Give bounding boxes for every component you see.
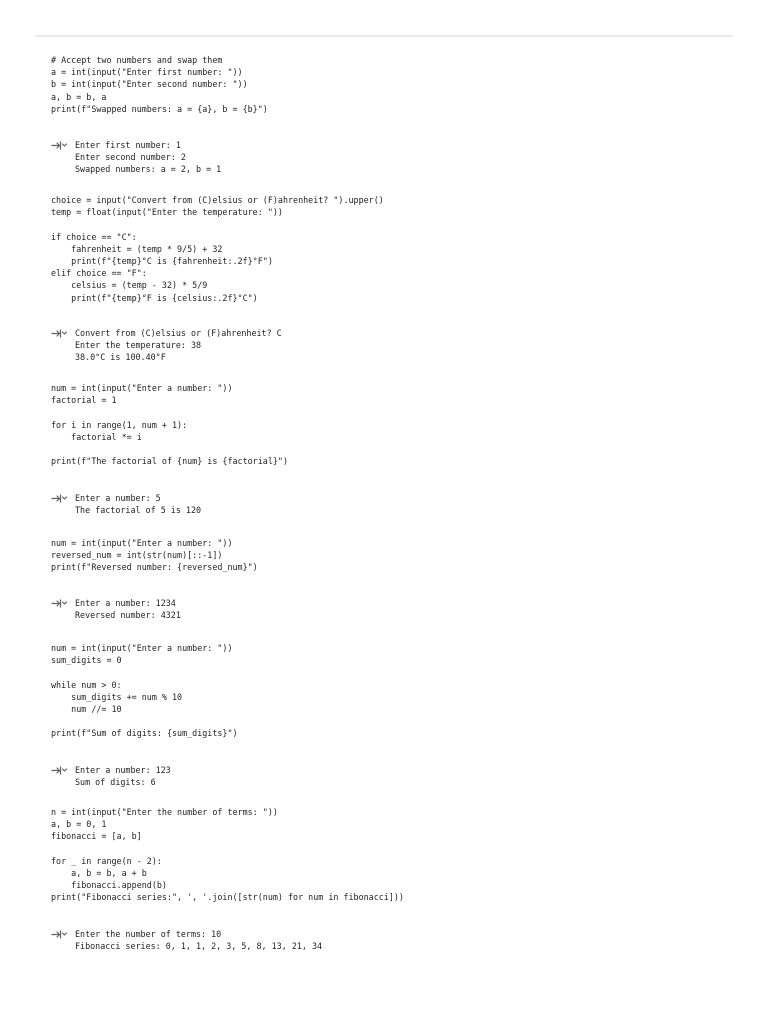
code-cell-reverse[interactable]: num = int(input("Enter a number: ")) reversed_num = int(str(num)[::-1]) print(f"Reversed number: {reversed_num}") <box>51 538 258 573</box>
output-toggle-icon[interactable] <box>51 493 68 503</box>
output-text-swap: Enter first number: 1 Enter second number: 2 Swapped numbers: a = 2, b = 1 <box>75 140 222 175</box>
code-cell-temperature[interactable]: choice = input("Convert from (C)elsius or (F)ahrenheit? ").upper() temp = float(input("Enter the temperature: ")) if choice == "C": fahrenheit = (temp * 9/5) + 32 print(f"{temp}°C is {fahrenheit:.2f}°F") elif choice == "F": celsius = (temp - 32) * 5/9 print(f"{temp}°F is {celsius:.2f}°C") <box>51 195 384 303</box>
output-text-temperature: Convert from (C)elsius or (F)ahrenheit? C Enter the temperature: 38 38.0°C is 100.40°F <box>75 328 282 363</box>
output-toggle-icon[interactable] <box>51 929 68 939</box>
output-text-reverse: Enter a number: 1234 Reversed number: 4321 <box>75 598 181 621</box>
code-cell-factorial[interactable]: num = int(input("Enter a number: ")) factorial = 1 for i in range(1, num + 1): factorial *= i print(f"The factorial of {num} is {factorial}") <box>51 383 288 467</box>
output-text-fibonacci: Enter the number of terms: 10 Fibonacci series: 0, 1, 1, 2, 3, 5, 8, 13, 21, 34 <box>75 929 323 952</box>
output-text-factorial: Enter a number: 5 The factorial of 5 is 120 <box>75 493 202 516</box>
output-toggle-icon[interactable] <box>51 765 68 775</box>
code-cell-sum-digits[interactable]: num = int(input("Enter a number: ")) sum_digits = 0 while num > 0: sum_digits += num % 10 num //= 10 print(f"Sum of digits: {sum_digits}") <box>51 643 238 739</box>
output-toggle-icon[interactable] <box>51 140 68 150</box>
output-toggle-icon[interactable] <box>51 328 68 338</box>
output-text-sum-digits: Enter a number: 123 Sum of digits: 6 <box>75 765 171 788</box>
top-divider <box>35 35 733 37</box>
code-cell-fibonacci[interactable]: n = int(input("Enter the number of terms: ")) a, b = 0, 1 fibonacci = [a, b] for _ in range(n - 2): a, b = b, a + b fibonacci.append(b) print("Fibonacci series:", ', '.join([str(num) for num in fibonacci])) <box>51 807 404 903</box>
code-cell-swap[interactable]: # Accept two numbers and swap them a = int(input("Enter first number: ")) b = int(input("Enter second number: ")) a, b = b, a print(f"Swapped numbers: a = {a}, b = {b}") <box>51 55 268 114</box>
output-toggle-icon[interactable] <box>51 598 68 608</box>
